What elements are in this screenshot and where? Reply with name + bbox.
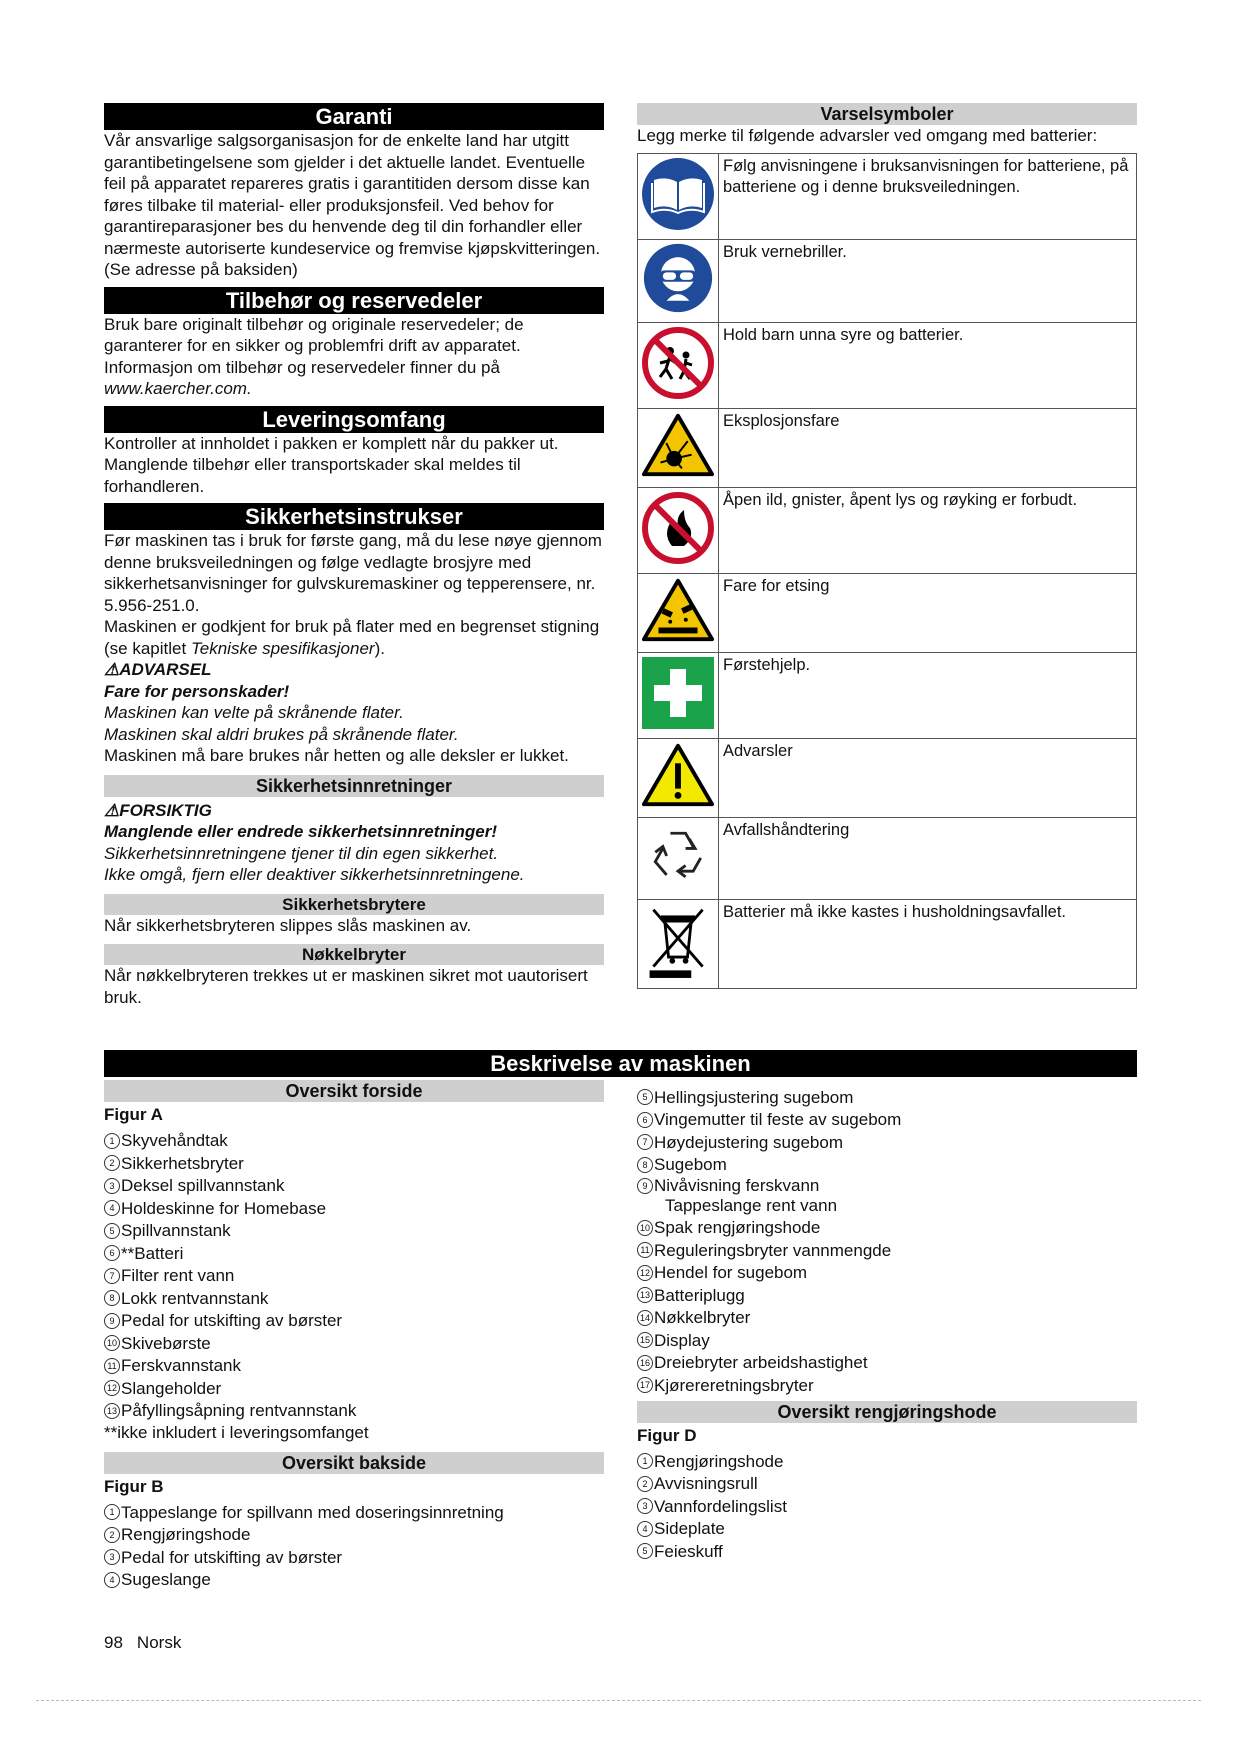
number-badge: 3 (104, 1549, 120, 1565)
tilbehor-text: Bruk bare originalt tilbehør og originale reservedeler; de garanterer for en sikker og problemfri drift av apparatet. (104, 314, 524, 355)
list-item-text: Sideplate (654, 1519, 725, 1538)
no-fire-icon (640, 490, 716, 566)
list-item (637, 1307, 1137, 1330)
number-badge: 1 (104, 1504, 120, 1520)
section-title-beskrivelse: Beskrivelse av maskinen (104, 1050, 1137, 1077)
warning-row (638, 409, 1137, 488)
advarsel-line-2: Maskinen skal aldri brukes på skrånende flater. (104, 724, 459, 744)
list-item-text: Lokk rentvannstank (121, 1288, 269, 1308)
list-item-text: Tappeslange for spillvann med doseringsinnretning (121, 1502, 504, 1522)
warning-icon (641, 741, 715, 809)
bottom-right-column (637, 1086, 1137, 1563)
goggles-icon (642, 242, 714, 314)
section-title-sikkerhet: Sikkerhetsinstrukser (104, 503, 604, 530)
language-label: Norsk (136, 1633, 182, 1652)
list-item (104, 1242, 604, 1265)
list-item (637, 1374, 1137, 1397)
innretninger-line-2: Ikke omgå, fjern eller deaktiver sikkerhetsinnretningene. (104, 865, 525, 884)
list-item (104, 1287, 604, 1310)
number-badge: 10 (637, 1220, 653, 1236)
list-item (637, 1518, 1137, 1541)
number-badge: 7 (637, 1134, 653, 1150)
tekniske-link: Tekniske spesifikasjoner (190, 638, 375, 658)
forsiktig-label: ⚠FORSIKTIG (104, 800, 212, 820)
sikkerhet-text-2 (104, 616, 604, 659)
warning-row (638, 739, 1137, 818)
list-item (104, 1524, 604, 1547)
list-item-text: Rengjøringshode (654, 1451, 784, 1471)
warning-text: Åpen ild, gnister, åpent lys og røyking er forbudt. (719, 487, 1137, 574)
advarsel-title: Fare for personskader! (104, 681, 290, 701)
recycle-icon (642, 820, 714, 892)
list-item (104, 1152, 604, 1175)
list-item (104, 1310, 604, 1333)
warning-text: Førstehjelp. (719, 652, 1137, 739)
list-item-text: Vingemutter til feste av sugebom (654, 1110, 902, 1129)
keep-children-away-icon (640, 325, 716, 401)
section-title-nokkel: Nøkkelbryter (104, 944, 604, 965)
number-badge: 3 (104, 1178, 120, 1194)
number-badge: 2 (104, 1155, 120, 1171)
list-item (637, 1329, 1137, 1352)
list-item (104, 1175, 604, 1198)
section-title-innretninger: Sikkerhetsinnretninger (104, 775, 604, 797)
number-badge: 14 (637, 1310, 653, 1326)
list-item-text: Reguleringsbryter vannmengde (654, 1240, 892, 1260)
explosion-icon (641, 411, 715, 479)
warning-text: Batterier må ikke kastes i husholdningsavfallet. (719, 900, 1137, 989)
number-badge: 3 (637, 1498, 653, 1514)
list-item-text: Kjørereretningsbryter (654, 1375, 814, 1395)
number-badge: 6 (104, 1245, 120, 1261)
number-badge: 9 (104, 1313, 120, 1329)
list-item-text: Høydejustering sugebom (654, 1132, 843, 1152)
manual-icon (640, 156, 716, 232)
number-badge: 10 (104, 1335, 120, 1351)
list-item (104, 1569, 604, 1592)
number-badge: 1 (104, 1133, 120, 1149)
list-item (104, 1197, 604, 1220)
number-badge: 16 (637, 1355, 653, 1371)
number-badge: 2 (104, 1527, 120, 1543)
sikkerhet-text-2-prefix: Maskinen er godkjent for bruk på flater med en begrenset stigning (se kapitlet (104, 617, 600, 658)
list-item-text: Påfyllingsåpning rentvannstank (121, 1401, 357, 1420)
warning-row (638, 322, 1137, 409)
list-item-text: Nivåvisning ferskvann (654, 1175, 820, 1195)
number-badge: 6 (637, 1112, 653, 1128)
list-item (104, 1400, 604, 1423)
left-column (104, 103, 604, 1008)
tilbehor-info (104, 357, 604, 400)
page-divider (36, 1700, 1201, 1701)
page-number: 98 (104, 1633, 123, 1652)
list-item-text: Spillvannstank (121, 1221, 231, 1240)
warning-text: Avfallshåndtering (719, 817, 1137, 900)
section-title-levering: Leveringsomfang (104, 406, 604, 433)
nokkel-text: Når nøkkelbryteren trekkes ut er maskinen sikret mot uautorisert bruk. (104, 966, 588, 1007)
garanti-note: (Se adresse på baksiden) (104, 260, 298, 279)
list-item (104, 1546, 604, 1569)
warning-text: Eksplosjonsfare (719, 409, 1137, 488)
list-item-text: Filter rent vann (121, 1266, 235, 1285)
section-title-tilbehor: Tilbehør og reservedeler (104, 287, 604, 314)
number-badge: 12 (637, 1265, 653, 1281)
list-item-text: Nøkkelbryter (654, 1308, 751, 1327)
list-item-text: Slangeholder (121, 1378, 222, 1398)
list-item-text: Batteriplugg (654, 1285, 745, 1305)
sikkerhet-text-1: Før maskinen tas i bruk for første gang, må du lese nøye gjennom denne bruksveiledningen og følge vedlagte brosjyre med sikkerhetsanvisninger for gulvskuremaskiner og tepperensere, nr. 5.956-251.0. (104, 531, 602, 615)
number-badge: 8 (104, 1290, 120, 1306)
sikkerhet-text-2-suffix: ). (374, 638, 385, 658)
list-item (104, 1130, 604, 1153)
number-badge: 1 (637, 1453, 653, 1469)
list-item (637, 1239, 1137, 1262)
number-badge: 8 (637, 1157, 653, 1173)
list-item-text: Pedal for utskifting av børster (121, 1547, 343, 1567)
section-title-bakside: Oversikt bakside (104, 1452, 604, 1474)
section-title-garanti: Garanti (104, 103, 604, 130)
section-title-rengjoring: Oversikt rengjøringshode (637, 1401, 1137, 1423)
number-badge: 12 (104, 1380, 120, 1396)
number-badge: 7 (104, 1268, 120, 1284)
list-item (637, 1540, 1137, 1563)
warning-row (638, 652, 1137, 739)
first-aid-icon (640, 655, 716, 731)
list-item (637, 1473, 1137, 1496)
warning-text: Advarsler (719, 739, 1137, 818)
list-item-text: Skivebørste (121, 1333, 211, 1353)
list-item-text: Vannfordelingslist (654, 1496, 787, 1516)
forsiktig-title: Manglende eller endrede sikkerhetsinnretninger! (104, 822, 498, 841)
list-item-text: Dreiebryter arbeidshastighet (654, 1353, 868, 1372)
list-item-text: Feieskuff (654, 1541, 723, 1561)
number-badge: 5 (104, 1223, 120, 1239)
list-item (637, 1495, 1137, 1518)
list-item-text: Display (654, 1330, 710, 1350)
list-item (104, 1265, 604, 1288)
list-item-text: Holdeskinne for Homebase (121, 1198, 327, 1218)
brytere-text: Når sikkerhetsbryteren slippes slås maskinen av. (104, 915, 472, 935)
number-badge: 11 (104, 1358, 120, 1374)
list-item (104, 1355, 604, 1378)
figure-b-label: Figur B (104, 1476, 164, 1496)
list-item-text: Hellingsjustering sugebom (654, 1087, 854, 1107)
list-item (637, 1131, 1137, 1154)
list-item-text: Hendel for sugebom (654, 1263, 808, 1282)
section-title-brytere: Sikkerhetsbrytere (104, 894, 604, 915)
list-item-text: Deksel spillvannstank (121, 1176, 285, 1195)
sikkerhet-text-3: Maskinen må bare brukes når hetten og alle deksler er lukket. (104, 746, 569, 765)
warning-row (638, 240, 1137, 323)
warning-text: Bruk vernebriller. (719, 240, 1137, 323)
crossed-bin-icon (642, 902, 714, 980)
figure-d-label: Figur D (637, 1425, 697, 1445)
number-badge: 13 (104, 1403, 120, 1419)
beskrivelse-header-wrap (104, 1050, 1137, 1077)
tilbehor-info-prefix: Informasjon om tilbehør og reservedeler finner du på (104, 357, 500, 377)
page-footer (104, 1632, 195, 1654)
warning-row (638, 900, 1137, 989)
warning-symbol-table (637, 153, 1137, 989)
number-badge: 4 (104, 1572, 120, 1588)
list-item (637, 1217, 1137, 1240)
list-item (104, 1220, 604, 1243)
bottom-left-column (104, 1076, 604, 1591)
advarsel-line-1: Maskinen kan velte på skrånende flater. (104, 703, 404, 722)
corrosive-icon (641, 576, 715, 644)
garanti-text: Vår ansvarlige salgsorganisasjon for de enkelte land har utgitt garantibetingelsene som gjelder i det aktuelle landet. Eventuelle feil på apparatet repareres gratis i garantitiden dersom disse kan føres tilbake til material- eller produksjonsfeil. Ved behov for garantireparasjoner bes du henvende deg til din forhandler eller nærmeste autoriserte kundeservice og fremvise kjøpskvitteringen. (104, 131, 601, 258)
section-title-forside: Oversikt forside (104, 1080, 604, 1102)
list-item (104, 1377, 604, 1400)
number-badge: 11 (637, 1242, 653, 1258)
number-badge: 9 (637, 1178, 653, 1194)
list-item-text: Sikkerhetsbryter (121, 1153, 244, 1173)
number-badge: 5 (637, 1543, 653, 1559)
number-badge: 13 (637, 1287, 653, 1303)
list-item (637, 1086, 1137, 1109)
list-item-text: Ferskvannstank (121, 1356, 241, 1375)
warning-text: Fare for etsing (719, 574, 1137, 653)
forside-footnote: **ikke inkludert i leveringsomfanget (104, 1423, 369, 1442)
number-badge: 2 (637, 1476, 653, 1492)
warning-row (638, 487, 1137, 574)
list-item (637, 1450, 1137, 1473)
list-item (637, 1262, 1137, 1285)
list-item (104, 1501, 604, 1524)
warning-row (638, 817, 1137, 900)
warning-text: Følg anvisningene i bruksanvisningen for batteriene, på batteriene og i denne bruksveiledningen. (719, 153, 1137, 240)
list-item (104, 1332, 604, 1355)
warning-row (638, 153, 1137, 240)
list-item-text: Pedal for utskifting av børster (121, 1311, 343, 1330)
list-item-text: Avvisningsrull (654, 1474, 758, 1493)
section-title-varsel: Varselsymboler (637, 103, 1137, 125)
number-badge: 4 (637, 1521, 653, 1537)
number-badge: 17 (637, 1377, 653, 1393)
list-item-text: Sugeslange (121, 1570, 211, 1589)
advarsel-label: ⚠ADVARSEL (104, 660, 212, 679)
list-item-text: Rengjøringshode (121, 1525, 251, 1544)
number-badge: 4 (104, 1200, 120, 1216)
warning-text: Hold barn unna syre og batterier. (719, 322, 1137, 409)
list-item-text: Skyvehåndtak (121, 1131, 228, 1150)
list-item-text: Sugebom (654, 1155, 727, 1174)
number-badge: 5 (637, 1089, 653, 1105)
warning-row (638, 574, 1137, 653)
varsel-intro: Legg merke til følgende advarsler ved omgang med batterier: (637, 126, 1098, 145)
list-item (637, 1176, 1137, 1195)
list-item (637, 1109, 1137, 1132)
figure-a-label: Figur A (104, 1105, 163, 1124)
list-item (637, 1154, 1137, 1177)
list-item (637, 1352, 1137, 1375)
right-column (637, 103, 1137, 989)
kaercher-link[interactable]: www.kaercher.com. (104, 379, 252, 398)
list-item-text: Spak rengjøringshode (654, 1218, 821, 1237)
list-item (637, 1284, 1137, 1307)
number-badge: 15 (637, 1332, 653, 1348)
levering-text: Kontroller at innholdet i pakken er komplett når du pakker ut. Manglende tilbehør eller transportskader skal meldes til forhandleren. (104, 433, 559, 496)
list-item-subline: Tappeslange rent vann (665, 1196, 838, 1215)
innretninger-line-1: Sikkerhetsinnretningene tjener til din egen sikkerhet. (104, 843, 499, 863)
list-item-text: **Batteri (121, 1243, 184, 1263)
